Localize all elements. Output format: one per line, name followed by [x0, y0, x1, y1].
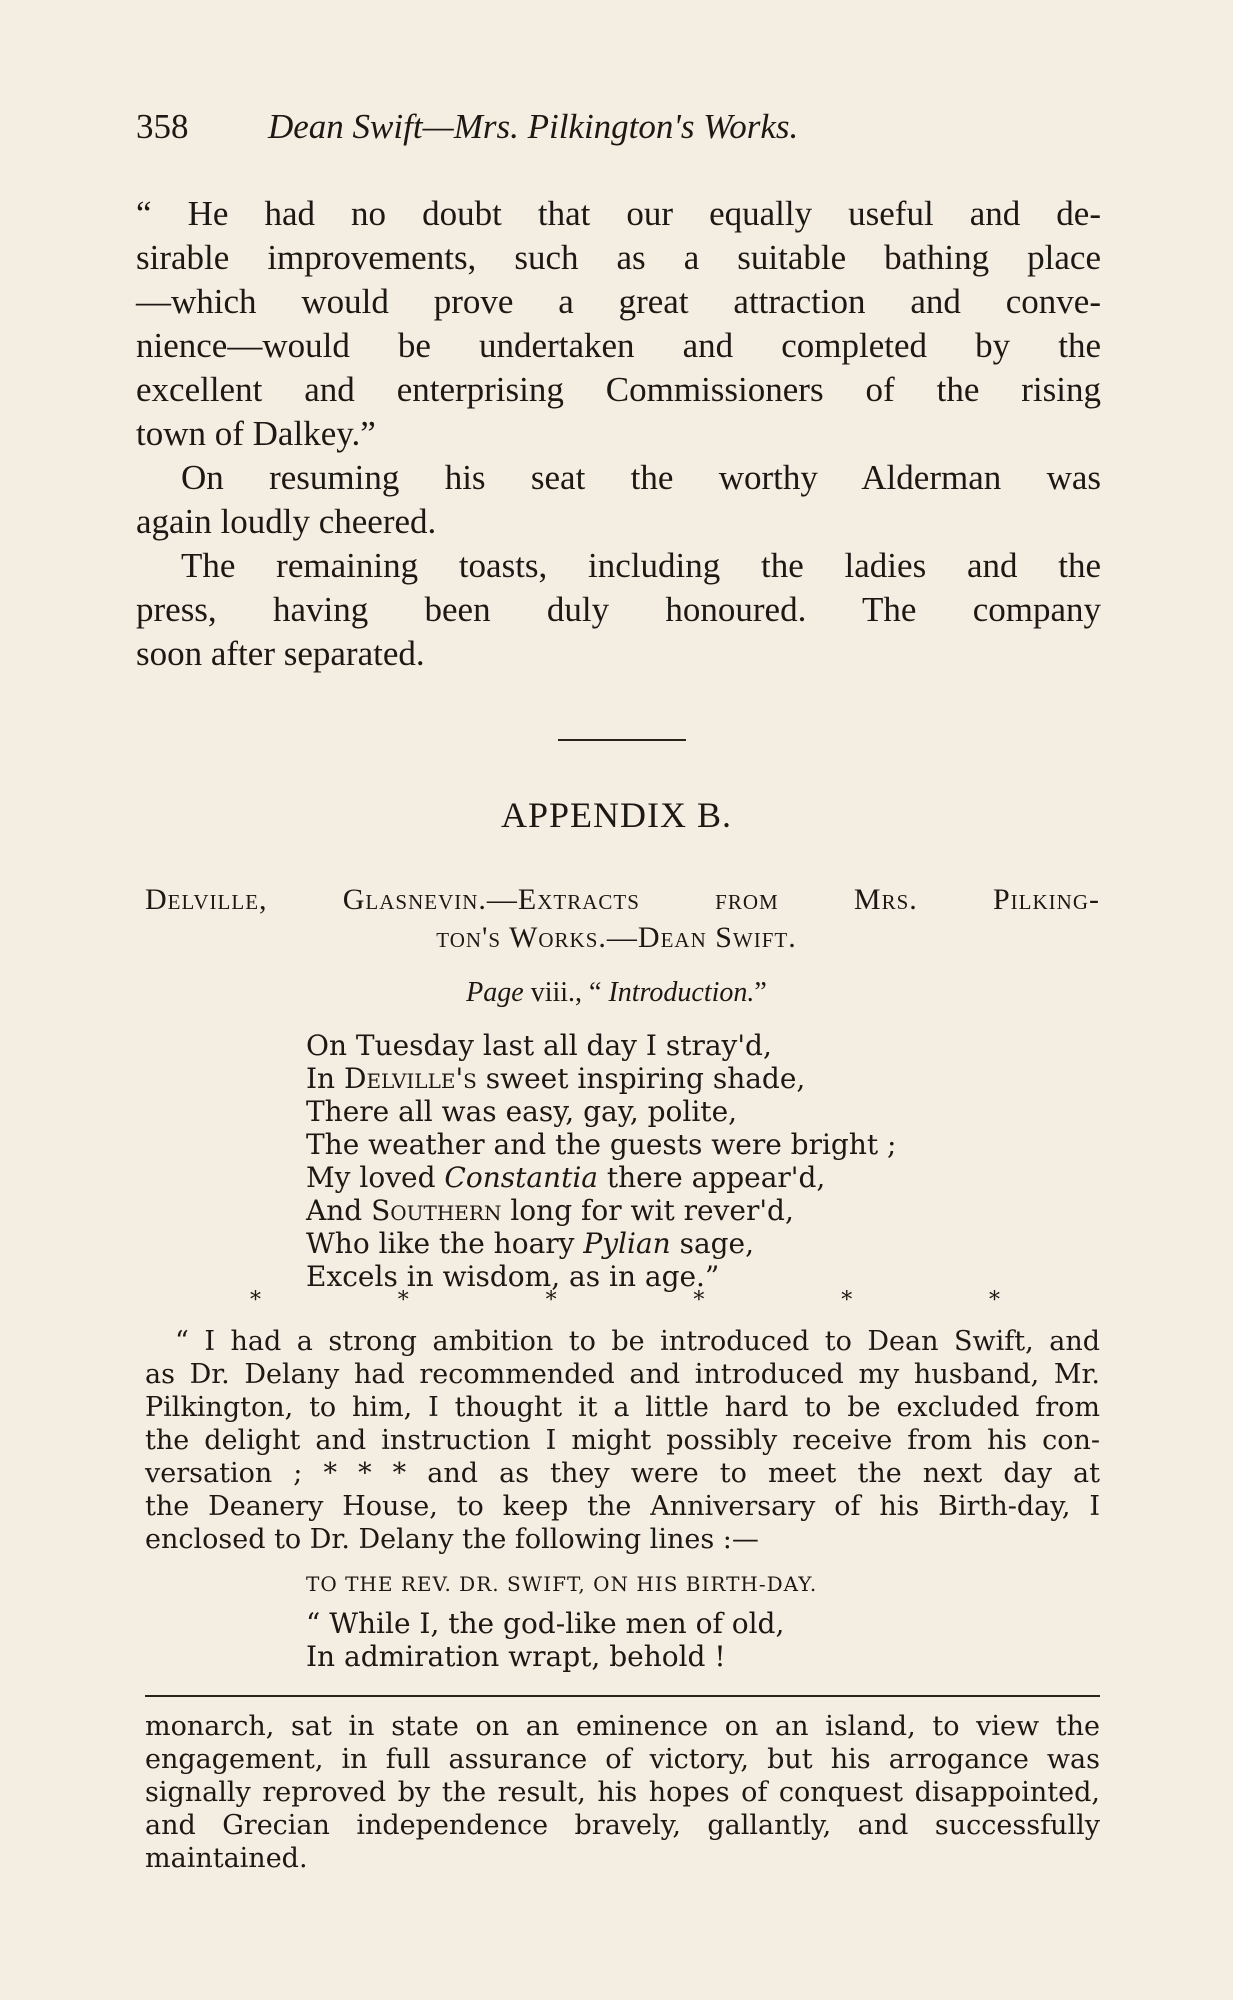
- prose-line: the Deanery House, to keep the Anniversary of his Birth-day, I: [145, 1491, 1100, 1522]
- poem-line: There all was easy, gay, polite,: [306, 1095, 738, 1128]
- dedication-heading: TO THE REV. DR. SWIFT, ON HIS BIRTH-DAY.: [306, 1572, 818, 1596]
- poem-line: And Southern long for wit rever'd,: [306, 1194, 794, 1227]
- poem-line: Excels in wisdom, as in age.”: [306, 1260, 720, 1293]
- appendix-subheading-line2: ton's Works.—Dean Swift.: [436, 921, 797, 954]
- page-reference-number: viii., “: [523, 977, 609, 1008]
- page-reference-title: Introduction.: [608, 977, 755, 1008]
- prose-line: versation ; * * * and as they were to meet the next day at: [145, 1458, 1100, 1489]
- page-number: 358: [136, 107, 189, 146]
- section-divider: [558, 739, 686, 741]
- star: *: [841, 1288, 853, 1313]
- footnote-line: monarch, sat in state on an eminence on an island, to view the: [145, 1711, 1100, 1742]
- body-line: soon after separated.: [136, 634, 425, 673]
- body-line: nience—would be undertaken and completed by the: [136, 326, 1101, 365]
- appendix-heading: APPENDIX B.: [500, 795, 733, 835]
- body-line: The remaining toasts, including the ladies and the: [181, 546, 1101, 585]
- prose-line: enclosed to Dr. Delany the following lines :—: [145, 1524, 759, 1555]
- prose-line: Pilkington, to him, I thought it a little hard to be excluded from: [145, 1392, 1100, 1423]
- poem-line: My loved Constantia there appear'd,: [306, 1161, 826, 1194]
- body-line: press, having been duly honoured. The company: [136, 590, 1101, 629]
- body-line: —which would prove a great attraction and conve-: [136, 282, 1101, 321]
- prose-line: “ I had a strong ambition to be introduced to Dean Swift, and: [175, 1326, 1100, 1357]
- poem-line: On Tuesday last all day I stray'd,: [306, 1029, 772, 1062]
- star: *: [545, 1288, 557, 1313]
- footnote-line: and Grecian independence bravely, gallantly, and successfully: [145, 1810, 1100, 1841]
- dedication-verse-line: In admiration wrapt, behold !: [306, 1640, 726, 1673]
- page-reference-close: ”: [754, 977, 767, 1008]
- prose-line: as Dr. Delany had recommended and introduced my husband, Mr.: [145, 1359, 1100, 1390]
- page-reference: [0, 977, 1233, 1009]
- body-line: “ He had no doubt that our equally useful and de-: [136, 194, 1101, 233]
- running-title: Dean Swift—Mrs. Pilkington's Works.: [268, 107, 799, 146]
- poem-line: Who like the hoary Pylian sage,: [306, 1227, 755, 1260]
- poem-line: The weather and the guests were bright ;: [306, 1128, 897, 1161]
- star: *: [397, 1288, 409, 1313]
- appendix-subheading-line1: Delville, Glasnevin.—Extracts from Mrs. Pilking-: [145, 883, 1100, 916]
- star: *: [250, 1288, 261, 1313]
- footnote-line: signally reproved by the result, his hopes of conquest disappointed,: [145, 1777, 1100, 1808]
- prose-line: the delight and instruction I might possibly receive from his con-: [145, 1425, 1100, 1456]
- footnote-rule: [145, 1695, 1100, 1697]
- body-line: excellent and enterprising Commissioners of the rising: [136, 370, 1101, 409]
- ellipsis-stars: [250, 1288, 1000, 1313]
- star: *: [693, 1288, 705, 1313]
- poem-line: In Delville's sweet inspiring shade,: [306, 1062, 806, 1095]
- star: *: [988, 1288, 1000, 1313]
- footnote-line: engagement, in full assurance of victory, but his arrogance was: [145, 1744, 1100, 1775]
- dedication-verse-line: “ While I, the god-like men of old,: [306, 1607, 785, 1640]
- body-line: again loudly cheered.: [136, 502, 437, 541]
- body-line: sirable improvements, such as a suitable bathing place: [136, 238, 1101, 277]
- page-reference-label: Page: [466, 977, 524, 1008]
- footnote-line: maintained.: [145, 1843, 308, 1874]
- body-line: town of Dalkey.”: [136, 414, 376, 453]
- body-line: On resuming his seat the worthy Alderman was: [181, 458, 1101, 497]
